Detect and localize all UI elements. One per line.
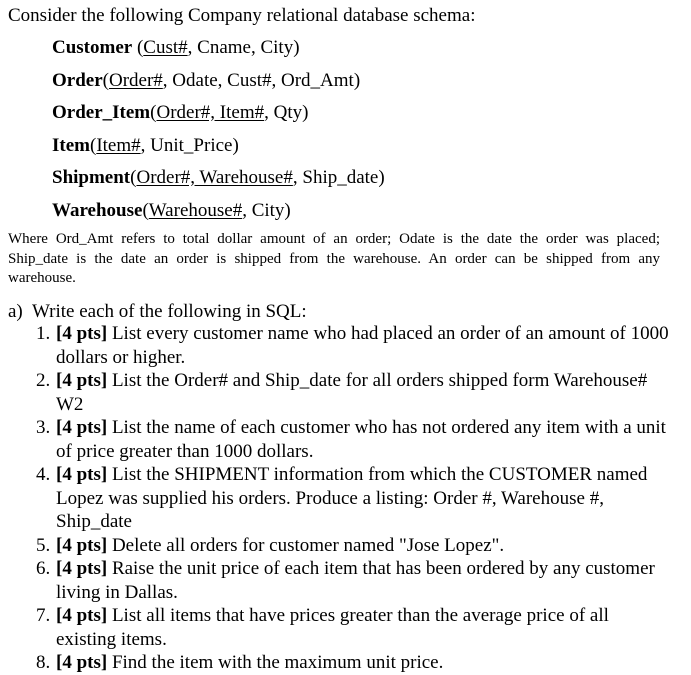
part-label: a) xyxy=(8,301,23,322)
relation-open: ( xyxy=(130,167,137,188)
note-line: warehouse. xyxy=(8,270,76,286)
relation-name: Order_Item xyxy=(52,102,151,123)
question-item xyxy=(36,534,671,558)
question-number: 4. xyxy=(36,464,51,485)
schema-relation-shipment xyxy=(52,166,385,199)
note-line: Where Ord_Amt refers to total dollar amount of an order; Odate is the date the order was placed; xyxy=(8,231,660,247)
question-text: Find the item with the maximum unit price. xyxy=(107,652,444,673)
relation-open: ( xyxy=(142,199,149,221)
question-text: List the SHIPMENT information from which the CUSTOMER named Lopez was supplied his orders. Produce a listing: Order #, Warehouse #, Ship_date xyxy=(56,464,648,532)
note-line: Ship_date is the date an order is shipped from the warehouse. An order can be shipped from any xyxy=(8,250,660,267)
question-text: List all items that have prices greater than the average price of all existing items. xyxy=(56,605,609,650)
question-number: 6. xyxy=(36,558,51,579)
primary-key: Order#, Item# xyxy=(156,102,265,123)
relation-name: Order xyxy=(52,69,103,91)
question-list xyxy=(36,322,686,675)
primary-key: Cust# xyxy=(143,37,188,58)
question-number: 7. xyxy=(36,605,51,626)
relation-attributes: , Unit_Price) xyxy=(140,134,239,156)
primary-key: Item# xyxy=(96,134,141,156)
intro-text: Consider the following Company relational database schema: xyxy=(8,5,476,26)
primary-key: Warehouse# xyxy=(148,199,243,221)
question-points: [4 pts] xyxy=(56,464,108,485)
schema-relation-order xyxy=(52,69,385,102)
question-points: [4 pts] xyxy=(56,370,108,391)
relation-name: Customer xyxy=(52,37,133,58)
primary-key: Order#, Warehouse# xyxy=(136,167,293,188)
relation-attributes: , Odate, Cust#, Ord_Amt) xyxy=(162,69,361,91)
relation-name: Shipment xyxy=(52,167,131,188)
question-number: 8. xyxy=(36,652,51,673)
part-heading xyxy=(8,300,307,324)
relation-open: ( xyxy=(150,102,157,123)
question-text: List every customer name who had placed an order of an amount of 1000 dollars or higher. xyxy=(56,323,669,368)
question-number: 1. xyxy=(36,323,51,344)
question-item xyxy=(36,604,671,651)
schema-relation-order-item xyxy=(52,101,385,134)
question-number: 2. xyxy=(36,370,51,391)
relation-attributes: , City) xyxy=(242,199,291,221)
schema-relation-item xyxy=(52,134,385,167)
question-item xyxy=(36,651,671,675)
schema-relation-customer xyxy=(52,36,385,69)
relation-attributes: , Cname, City) xyxy=(187,37,300,58)
question-points: [4 pts] xyxy=(56,323,108,344)
question-number: 3. xyxy=(36,417,51,438)
question-points: [4 pts] xyxy=(56,605,108,626)
question-text: Delete all orders for customer named "Jose Lopez". xyxy=(107,534,505,556)
relation-open: ( xyxy=(132,37,144,58)
question-points: [4 pts] xyxy=(56,652,108,673)
schema-list xyxy=(52,36,385,231)
question-points: [4 pts] xyxy=(56,558,108,579)
question-number: 5. xyxy=(36,534,51,556)
schema-note xyxy=(8,230,660,289)
relation-open: ( xyxy=(89,134,97,156)
question-points: [4 pts] xyxy=(56,534,108,556)
question-item xyxy=(36,416,671,463)
question-item xyxy=(36,322,671,369)
primary-key: Order# xyxy=(108,69,163,91)
question-text: List the name of each customer who has not ordered any item with a unit of price greater than 1000 dollars. xyxy=(56,417,666,462)
schema-relation-warehouse xyxy=(52,199,385,232)
relation-name: Warehouse xyxy=(52,199,143,221)
question-text: List the Order# and Ship_date for all orders shipped form Warehouse# W2 xyxy=(56,370,648,415)
question-item xyxy=(36,557,671,604)
question-item xyxy=(36,463,671,534)
relation-open: ( xyxy=(102,69,109,91)
question-text: Raise the unit price of each item that has been ordered by any customer living in Dallas. xyxy=(56,558,655,603)
relation-attributes: , Ship_date) xyxy=(292,167,385,188)
part-text: Write each of the following in SQL: xyxy=(32,301,307,322)
relation-name: Item xyxy=(52,134,90,156)
relation-attributes: , Qty) xyxy=(264,102,309,123)
question-item xyxy=(36,369,671,416)
question-points: [4 pts] xyxy=(56,417,108,438)
